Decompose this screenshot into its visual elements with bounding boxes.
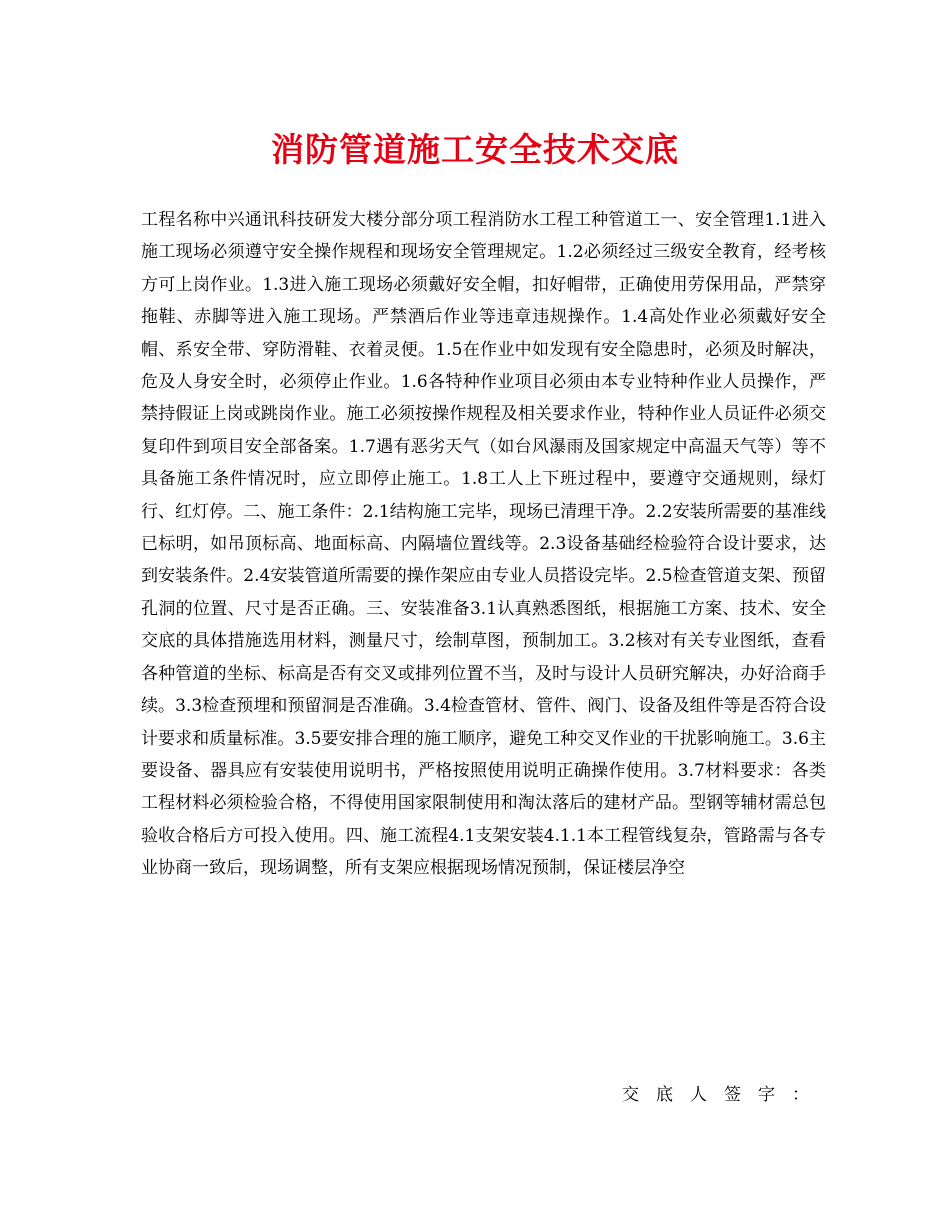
document-title: 消防管道施工安全技术交底 (271, 130, 679, 169)
signature-label: 交底人签字： (622, 1085, 826, 1105)
document-body: 工程名称中兴通讯科技研发大楼分部分项工程消防水工程工种管道工一、安全管理1.1进入施工现场必须遵守安全操作规程和现场安全管理规定。1.2必须经过三级安全教育，经考核方可上岗作业。1.3进入施工现场必须戴好安全帽，扣好帽带，正确使用劳保用品，严禁穿拖鞋、赤脚等进入施工现场。严禁酒后作业等违章违规操作。1.4高处作业必须戴好安全帽、系安全带、穿防滑鞋、衣着灵便。1.5在作业中如发现有安全隐患时，必须及时解决，危及人身安全时，必须停止作业。1.6各特种作业项目必须由本专业特种作业人员操作，严禁持假证上岗或跳岗作业。施工必须按操作规程及相关要求作业，特种作业人员证件必须交复印件到项目安全部备案。1.7遇有恶劣天气（如台风瀑雨及国家规定中高温天气等）等不具备施工条件情况时，应立即停止施工。1.8工人上下班过程中，要遵守交通规则，绿灯行、红灯停。二、施工条件：2.1结构施工完毕，现场已清理干净。2.2安装所需要的基准线已标明，如吊顶标高、地面标高、内隔墙位置线等。2.3设备基础经检验符合设计要求，达到安装条件。2.4安装管道所需要的操作架应由专业人员搭设完毕。2.5检查管道支架、预留孔洞的位置、尺寸是否正确。三、安装准备3.1认真熟悉图纸，根据施工方案、技术、安全交底的具体措施选用材料，测量尺寸，绘制草图，预制加工。3.2核对有关专业图纸，查看各种管道的坐标、标高是否有交叉或排列位置不当，及时与设计人员研究解决，办好洽商手续。3.3检查预埋和预留洞是否准确。3.4检查管材、管件、阀门、设备及组件等是否符合设计要求和质量标准。3.5要安排合理的施工顺序，避免工种交叉作业的干扰影响施工。3.6主要设备、器具应有安装使用说明书，严格按照使用说明正确操作使用。3.7材料要求：各类工程材料必须检验合格，不得使用国家限制使用和淘汰落后的建材产品。型钢等辅材需总包验收合格后方可投入使用。四、施工流程4.1支架安装4.1.1本工程管线复杂，管路需与各专业协商一致后，现场调整，所有支架应根据现场情况预制，保证楼层净空 (141, 210, 826, 879)
